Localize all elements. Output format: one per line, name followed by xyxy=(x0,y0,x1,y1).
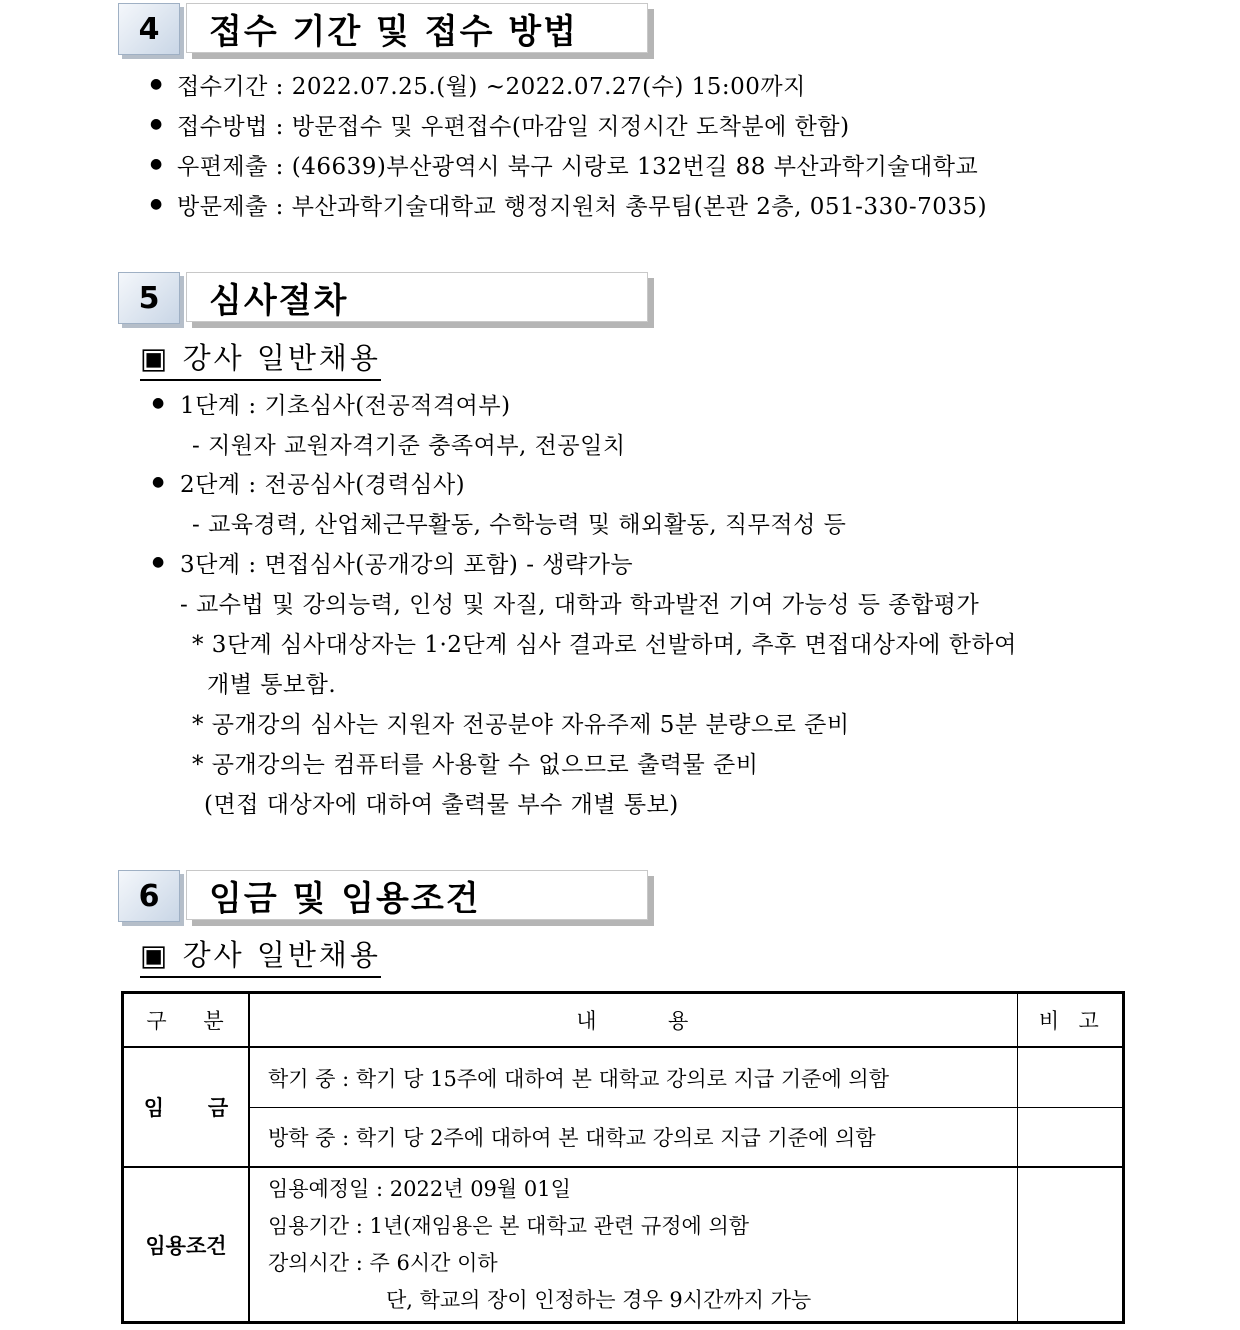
employment-term: 임용기간 : 1년(재임용은 본 대학교 관련 규정에 의함 xyxy=(267,1214,750,1238)
note-1: * 3단계 심사대상자는 1·2단계 심사 결과로 선발하며, 추후 면접대상자에 한하여 xyxy=(192,632,1017,658)
remarks-cell xyxy=(1017,1108,1123,1168)
stage-2: 2단계 : 전공심사(경력심사) xyxy=(180,472,466,498)
stage-3-detail: - 교수법 및 강의능력, 인성 및 자질, 대학과 학과발전 기여 가능성 등 종합평가 xyxy=(180,592,980,618)
stage-1: 1단계 : 기초심사(전공적격여부) xyxy=(180,393,511,419)
employment-category: 임용조건 xyxy=(123,1167,249,1323)
wage-table xyxy=(121,991,1125,1324)
bullet-icon: ● xyxy=(150,196,163,212)
bullet-icon: ● xyxy=(150,116,163,132)
section-title: 임금 및 임용조건 xyxy=(186,870,648,920)
lecture-hours: 강의시간 : 주 6시간 이하 xyxy=(267,1251,498,1275)
employment-start-date: 임용예정일 : 2022년 09월 01일 xyxy=(267,1177,571,1201)
section-number: 5 xyxy=(118,272,180,324)
section-title: 심사절차 xyxy=(186,272,648,322)
note-2: * 공개강의 심사는 지원자 전공분야 자유주제 5분 분량으로 준비 xyxy=(192,712,850,738)
section-6-header xyxy=(118,870,658,924)
wage-vacation: 방학 중 : 학기 당 2주에 대하여 본 대학교 강의로 지급 기준에 의함 xyxy=(249,1108,1017,1168)
bullet-icon: ● xyxy=(150,156,163,172)
stage-3: 3단계 : 면접심사(공개강의 포함) - 생략가능 xyxy=(180,552,634,578)
lecture-hours-exception: 단, 학교의 장이 인정하는 경우 9시간까지 가능 xyxy=(385,1288,812,1312)
bullet-icon: ● xyxy=(152,474,165,490)
header-category: 구 분 xyxy=(123,993,249,1048)
wage-semester: 학기 중 : 학기 당 15주에 대하여 본 대학교 강의로 지급 기준에 의함 xyxy=(249,1047,1017,1108)
visit-submission: 방문제출 : 부산과학기술대학교 행정지원처 총무팀(본관 2층, 051-330-7035) xyxy=(177,194,988,220)
bullet-icon: ● xyxy=(152,395,165,411)
table-header-row xyxy=(123,993,1124,1048)
section-4-header xyxy=(118,3,658,57)
note-1-continued: 개별 통보함. xyxy=(207,672,337,698)
section-number: 6 xyxy=(118,870,180,922)
section-number: 4 xyxy=(118,3,180,55)
table-row xyxy=(123,1167,1124,1323)
header-content: 내 용 xyxy=(249,993,1017,1048)
employment-conditions xyxy=(249,1167,1017,1323)
wage-subheading: ▣ 강사 일반채용 xyxy=(140,933,381,978)
note-3-continued: (면접 대상자에 대하여 출력물 부수 개별 통보) xyxy=(204,792,679,818)
remarks-cell xyxy=(1017,1167,1123,1323)
note-3: * 공개강의는 컴퓨터를 사용할 수 없으므로 출력물 준비 xyxy=(192,752,759,778)
remarks-cell xyxy=(1017,1047,1123,1108)
stage-1-detail: - 지원자 교원자격기준 충족여부, 전공일치 xyxy=(192,433,626,459)
bullet-icon: ● xyxy=(150,76,163,92)
stage-2-detail: - 교육경력, 산업체근무활동, 수학능력 및 해외활동, 직무적성 등 xyxy=(192,512,847,538)
application-method: 접수방법 : 방문접수 및 우편접수(마감일 지정시간 도착분에 한함) xyxy=(177,114,850,140)
review-subheading: ▣ 강사 일반채용 xyxy=(140,336,381,381)
postal-submission: 우편제출 : (46639)부산광역시 북구 시랑로 132번길 88 부산과학기술대학교 xyxy=(177,154,979,180)
application-period: 접수기간 : 2022.07.25.(월) ~2022.07.27(수) 15:00까지 xyxy=(177,74,806,100)
wage-category: 임 금 xyxy=(123,1047,249,1167)
bullet-icon: ● xyxy=(152,554,165,570)
section-title: 접수 기간 및 접수 방법 xyxy=(186,3,648,53)
table-row xyxy=(123,1047,1124,1108)
section-5-header xyxy=(118,272,658,326)
header-remarks: 비 고 xyxy=(1017,993,1123,1048)
table-row xyxy=(123,1108,1124,1168)
